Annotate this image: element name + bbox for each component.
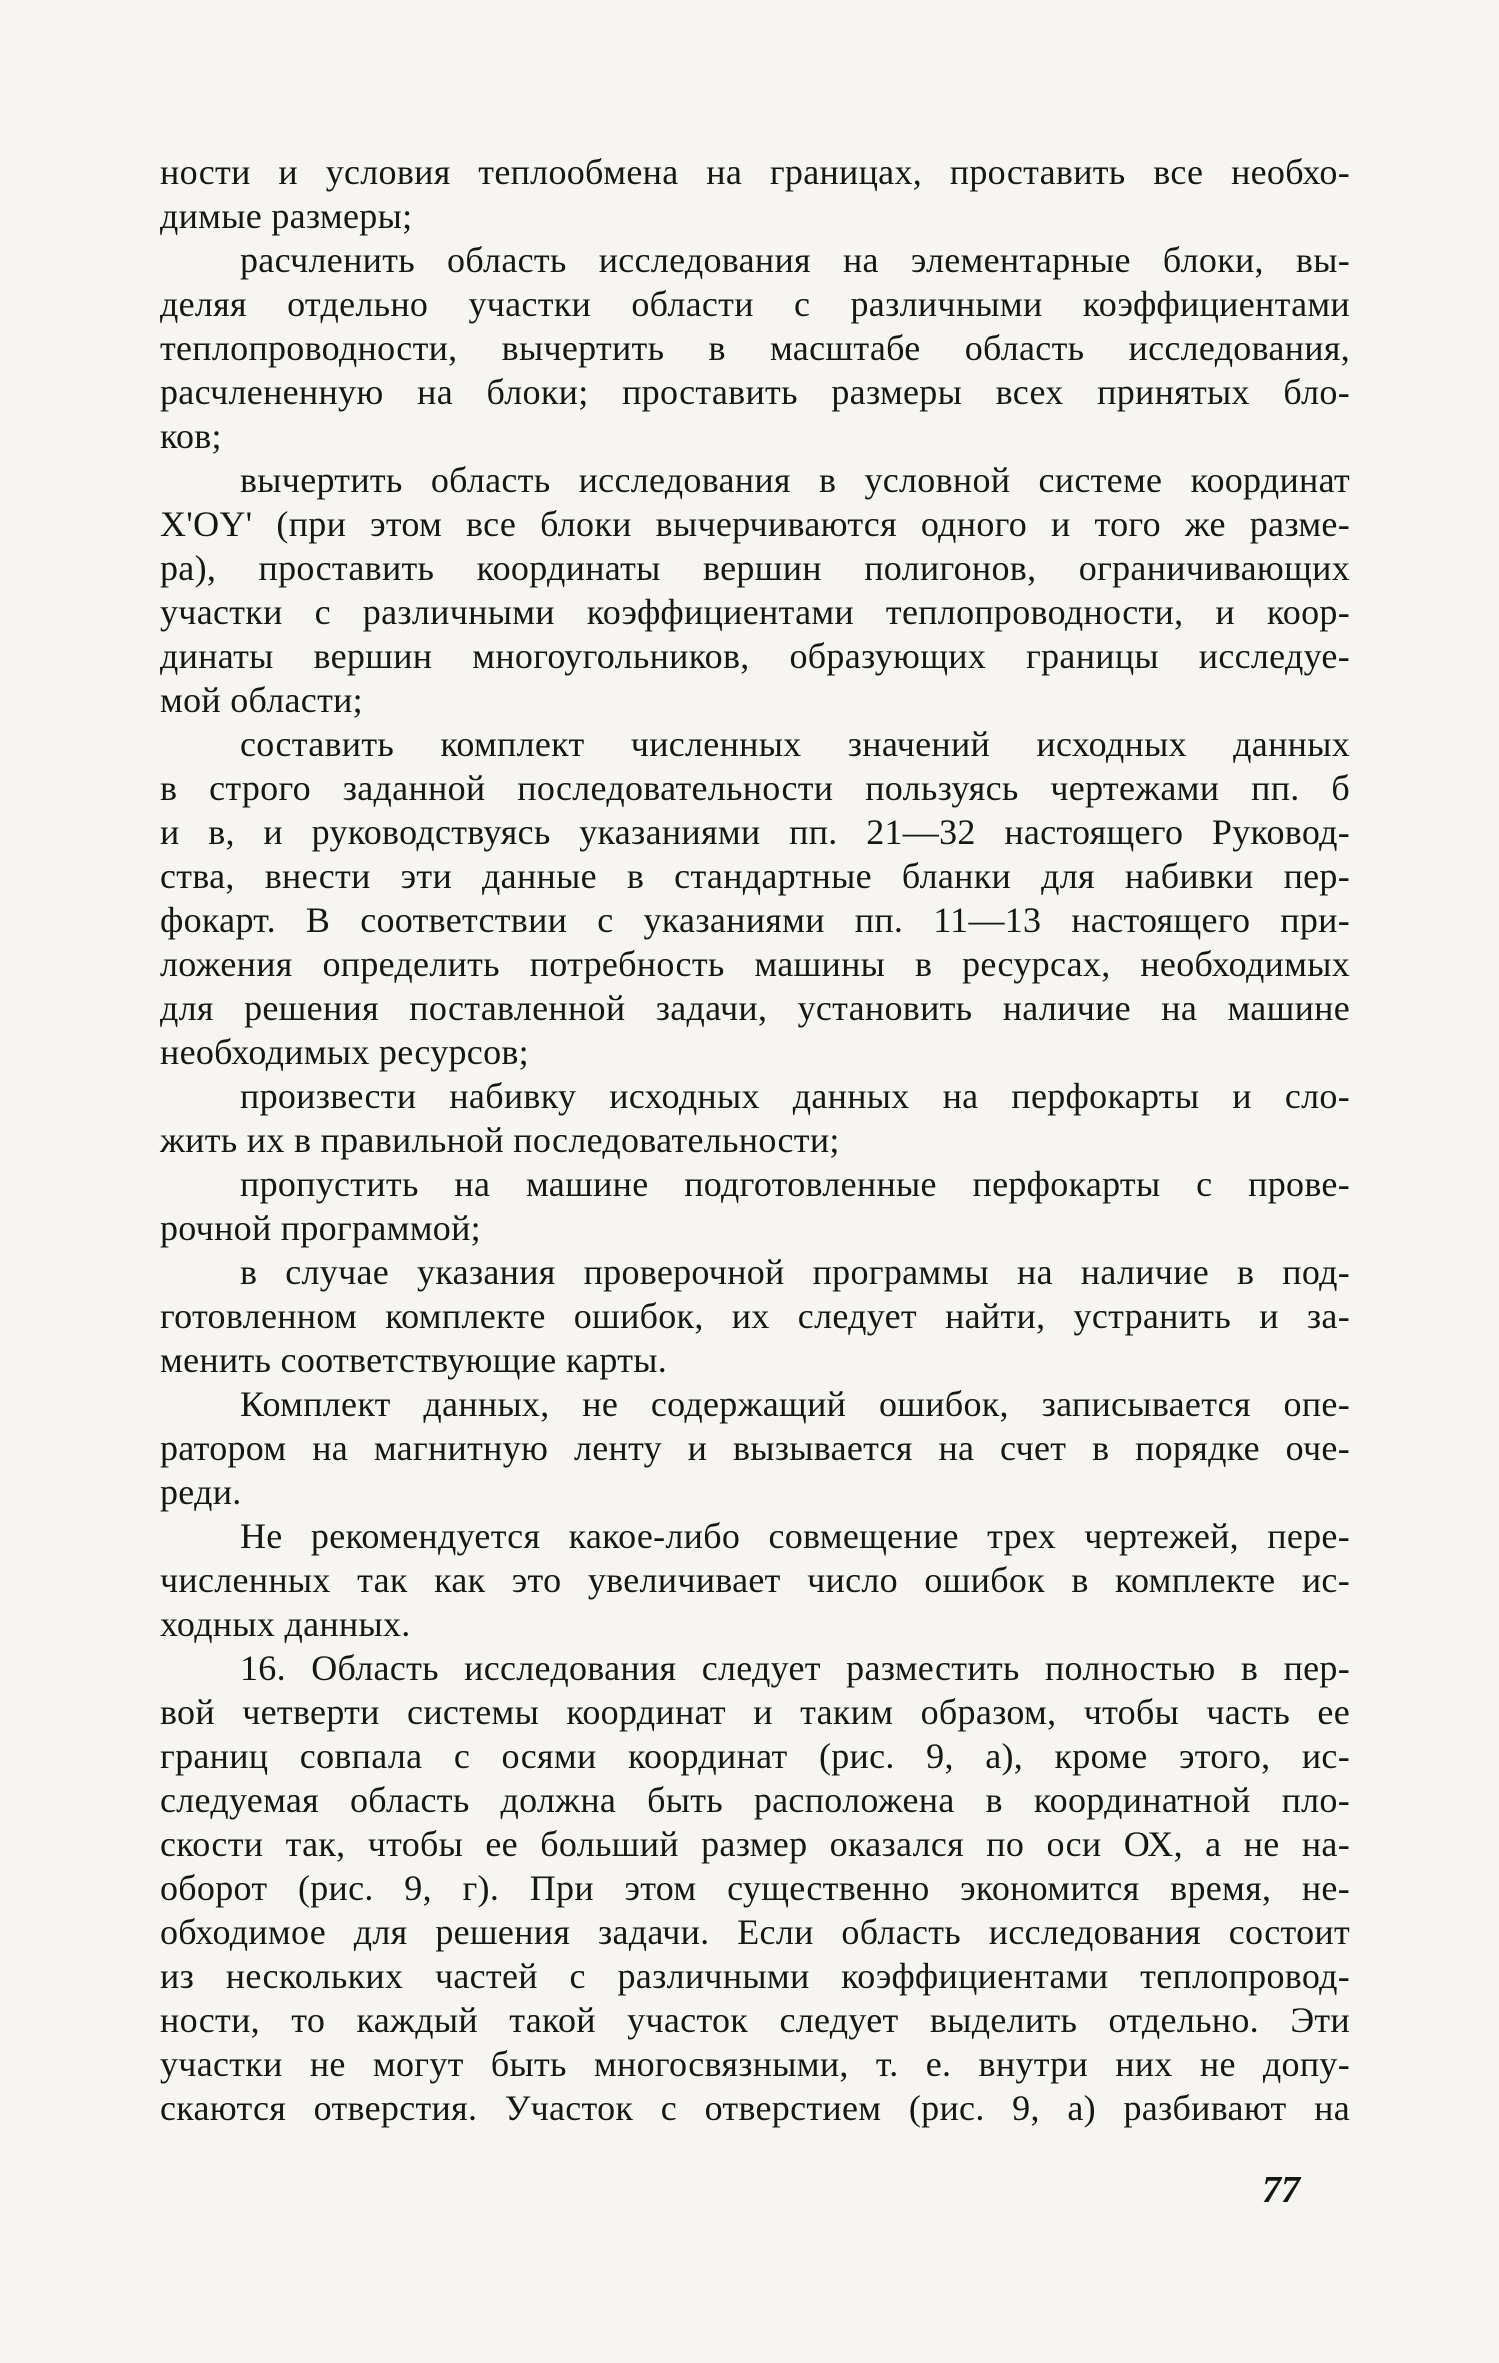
- body-text: [160, 150, 1350, 2130]
- text-line: ходных данных.: [160, 1604, 411, 1644]
- text-line: димые размеры;: [160, 196, 413, 236]
- text-line: ства, внести эти данные в стандартные бланки для набивки пер-: [160, 856, 1350, 896]
- text-line: и в, и руководствуясь указаниями пп. 21—32 настоящего Руковод-: [160, 812, 1350, 852]
- text-line: ра), проставить координаты вершин полигонов, ограничивающих: [160, 548, 1350, 588]
- text-line: ков;: [160, 416, 222, 456]
- text-line: участки с различными коэффициентами теплопроводности, и коор-: [160, 592, 1350, 632]
- text-line: реди.: [160, 1472, 242, 1512]
- text-line: следуемая область должна быть расположена в координатной пло-: [160, 1780, 1350, 1820]
- text-line: скаются отверстия. Участок с отверстием (рис. 9, а) разбивают на: [160, 2088, 1350, 2128]
- text-line: ложения определить потребность машины в ресурсах, необходимых: [160, 944, 1350, 984]
- text-line: оборот (рис. 9, г). При этом существенно экономится время, не-: [160, 1868, 1350, 1908]
- text-line: мой области;: [160, 680, 363, 720]
- text-line: пропустить на машине подготовленные перфокарты с прове-: [240, 1164, 1350, 1204]
- text-line: обходимое для решения задачи. Если область исследования состоит: [160, 1912, 1350, 1952]
- text-line: теплопроводности, вычертить в масштабе область исследования,: [160, 328, 1350, 368]
- text-line: произвести набивку исходных данных на перфокарты и сло-: [240, 1076, 1350, 1116]
- text-line: X'OY' (при этом все блоки вычерчиваются одного и того же разме-: [160, 504, 1350, 544]
- text-line: в строго заданной последовательности пользуясь чертежами пп. б: [160, 768, 1350, 808]
- text-line: ратором на магнитную ленту и вызывается на счет в порядке оче-: [160, 1428, 1350, 1468]
- text-line: Не рекомендуется какое-либо совмещение трех чертежей, пере-: [240, 1516, 1350, 1556]
- page-number: 77: [1262, 2169, 1300, 2211]
- text-line: вычертить область исследования в условной системе координат: [240, 460, 1350, 500]
- text-line: менить соответствующие карты.: [160, 1340, 668, 1380]
- text-line: фокарт. В соответствии с указаниями пп. 11—13 настоящего при-: [160, 900, 1350, 940]
- text-line: расчлененную на блоки; проставить размеры всех принятых бло-: [160, 372, 1350, 412]
- text-line: 16. Область исследования следует разместить полностью в пер-: [240, 1648, 1350, 1688]
- text-line: расчленить область исследования на элементарные блоки, вы-: [240, 240, 1350, 280]
- text-line: скости так, чтобы ее больший размер оказался по оси ОХ, а не на-: [160, 1824, 1350, 1864]
- text-line: участки не могут быть многосвязными, т. е. внутри них не допу-: [160, 2044, 1350, 2084]
- text-line: ности и условия теплообмена на границах, проставить все необхо-: [160, 152, 1350, 192]
- text-line: необходимых ресурсов;: [160, 1032, 529, 1072]
- text-line: деляя отдельно участки области с различными коэффициентами: [160, 284, 1350, 324]
- text-line: готовленном комплекте ошибок, их следует найти, устранить и за-: [160, 1296, 1350, 1336]
- text-line: Комплект данных, не содержащий ошибок, записывается опе-: [240, 1384, 1350, 1424]
- text-line: жить их в правильной последовательности;: [160, 1120, 840, 1160]
- text-line: рочной программой;: [160, 1208, 481, 1248]
- text-line: из нескольких частей с различными коэффициентами теплопровод-: [160, 1956, 1350, 1996]
- text-line: составить комплект численных значений исходных данных: [240, 724, 1350, 764]
- text-line: в случае указания проверочной программы на наличие в под-: [240, 1252, 1350, 1292]
- text-line: динаты вершин многоугольников, образующих границы исследуе-: [160, 636, 1350, 676]
- text-line: для решения поставленной задачи, установить наличие на машине: [160, 988, 1350, 1028]
- text-line: ности, то каждый такой участок следует выделить отдельно. Эти: [160, 2000, 1350, 2040]
- text-line: численных так как это увеличивает число ошибок в комплекте ис-: [160, 1560, 1350, 1600]
- text-line: вой четверти системы координат и таким образом, чтобы часть ее: [160, 1692, 1350, 1732]
- text-line: границ совпала с осями координат (рис. 9, а), кроме этого, ис-: [160, 1736, 1350, 1776]
